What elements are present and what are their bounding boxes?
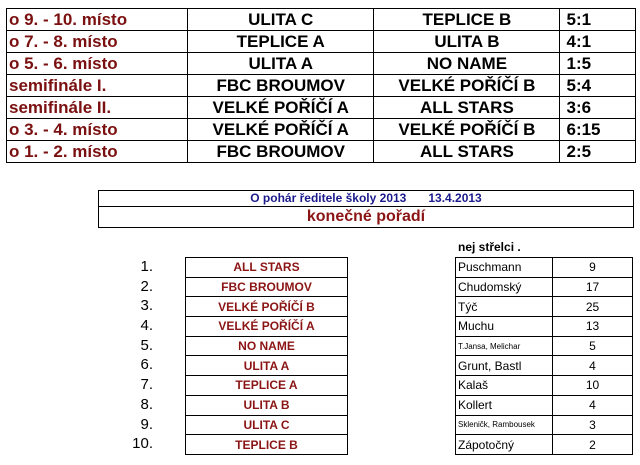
ranking-row <box>186 356 348 376</box>
rank-number: 6. <box>140 356 153 374</box>
tournament-name: O pohár ředitele školy 2013 <box>250 191 407 205</box>
scorer-row <box>456 356 633 376</box>
scorer-row <box>456 336 633 356</box>
match-team-away: VELKÉ POŘÍČÍ B <box>374 75 560 97</box>
rank-number: 4. <box>140 317 153 335</box>
scorer-goals: 25 <box>553 297 633 317</box>
rank-number: 7. <box>140 376 153 394</box>
scorer-row <box>456 317 633 337</box>
match-row <box>7 31 636 53</box>
rank-number: 8. <box>140 395 153 413</box>
match-score: 4:1 <box>560 31 636 53</box>
match-team-home: FBC BROUMOV <box>188 75 374 97</box>
scorer-goals: 2 <box>553 435 633 455</box>
tournament-title-row <box>99 191 633 207</box>
ranking-row <box>186 336 348 356</box>
match-score: 5:1 <box>560 9 636 31</box>
match-team-away: VELKÉ POŘÍČÍ B <box>374 119 560 141</box>
rank-number: 10. <box>132 435 153 453</box>
top-scorers-heading: nej střelci . <box>458 240 521 254</box>
final-standings-title: konečné pořadí <box>306 208 426 225</box>
match-row <box>7 75 636 97</box>
match-score: 3:6 <box>560 97 636 119</box>
scorer-goals: 4 <box>553 356 633 376</box>
ranking-row <box>186 297 348 317</box>
match-phase: semifinále I. <box>7 75 188 97</box>
match-team-away: NO NAME <box>374 53 560 75</box>
ranking-team: TEPLICE B <box>186 435 348 455</box>
match-team-home: TEPLICE A <box>188 31 374 53</box>
ranking-team: ALL STARS <box>186 258 348 278</box>
top-scorers-table <box>455 257 633 455</box>
match-score: 2:5 <box>560 141 636 163</box>
scorer-row <box>456 277 633 297</box>
scorer-name: Muchu <box>456 317 553 337</box>
match-row <box>7 53 636 75</box>
scorer-name: Zápotočný <box>456 435 553 455</box>
scorer-row <box>456 415 633 435</box>
match-team-away: TEPLICE B <box>374 9 560 31</box>
scorer-goals: 3 <box>553 415 633 435</box>
match-score: 5:4 <box>560 75 636 97</box>
match-phase: o 1. - 2. místo <box>7 141 188 163</box>
ranking-team: TEPLICE A <box>186 376 348 396</box>
match-team-away: ALL STARS <box>374 141 560 163</box>
scorer-goals: 10 <box>553 376 633 396</box>
ranking-row <box>186 415 348 435</box>
scorer-goals: 5 <box>553 336 633 356</box>
ranking-team: NO NAME <box>186 336 348 356</box>
match-score: 1:5 <box>560 53 636 75</box>
match-phase: o 5. - 6. místo <box>7 53 188 75</box>
ranking-team: ULITA A <box>186 356 348 376</box>
match-team-home: VELKÉ POŘÍČÍ A <box>188 97 374 119</box>
scorer-row <box>456 376 633 396</box>
tournament-date: 13.4.2013 <box>428 191 482 205</box>
ranking-row <box>186 376 348 396</box>
scorer-name: Týč <box>456 297 553 317</box>
scorer-row <box>456 435 633 455</box>
ranking-row <box>186 317 348 337</box>
ranking-team: VELKÉ POŘÍČÍ B <box>186 297 348 317</box>
match-phase: o 9. - 10. místo <box>7 9 188 31</box>
scorer-name: Chudomský <box>456 277 553 297</box>
scorer-goals: 4 <box>553 395 633 415</box>
scorer-name: Puschmann <box>456 258 553 278</box>
match-phase: semifinále II. <box>7 97 188 119</box>
match-phase: o 3. - 4. místo <box>7 119 188 141</box>
match-team-away: ULITA B <box>374 31 560 53</box>
match-team-home: VELKÉ POŘÍČÍ A <box>188 119 374 141</box>
ranking-row <box>186 258 348 278</box>
rank-number: 9. <box>140 415 153 433</box>
match-team-away: ALL STARS <box>374 97 560 119</box>
scorer-row <box>456 258 633 278</box>
rank-number: 5. <box>140 336 153 354</box>
rank-number: 1. <box>140 258 153 275</box>
match-score: 6:15 <box>560 119 636 141</box>
ranking-row <box>186 277 348 297</box>
ranking-row <box>186 435 348 455</box>
scorer-row <box>456 297 633 317</box>
scorer-goals: 17 <box>553 277 633 297</box>
match-phase: o 7. - 8. místo <box>7 31 188 53</box>
scorer-name: Kollert <box>456 395 553 415</box>
match-row <box>7 119 636 141</box>
scorer-row <box>456 395 633 415</box>
rank-number: 2. <box>140 277 153 295</box>
match-row <box>7 141 636 163</box>
match-row <box>7 97 636 119</box>
final-ranking-table <box>185 257 348 455</box>
match-row <box>7 9 636 31</box>
match-team-home: ULITA A <box>188 53 374 75</box>
scorer-goals: 9 <box>553 258 633 278</box>
match-team-home: FBC BROUMOV <box>188 141 374 163</box>
scorer-name: Grunt, Bastl <box>456 356 553 376</box>
ranking-row <box>186 395 348 415</box>
rank-number: 3. <box>140 297 153 315</box>
tournament-title-box <box>98 190 634 228</box>
scorer-goals: 13 <box>553 317 633 337</box>
scorer-name: T.Jansa, Melichar <box>456 336 553 356</box>
matches-table <box>6 8 636 163</box>
ranking-team: ULITA C <box>186 415 348 435</box>
ranking-team: FBC BROUMOV <box>186 277 348 297</box>
ranking-team: VELKÉ POŘÍČÍ A <box>186 317 348 337</box>
scorer-name: Kalaš <box>456 376 553 396</box>
rank-numbers <box>128 257 153 454</box>
match-team-home: ULITA C <box>188 9 374 31</box>
scorer-name: Skleničk, Rambousek <box>456 415 553 435</box>
ranking-team: ULITA B <box>186 395 348 415</box>
